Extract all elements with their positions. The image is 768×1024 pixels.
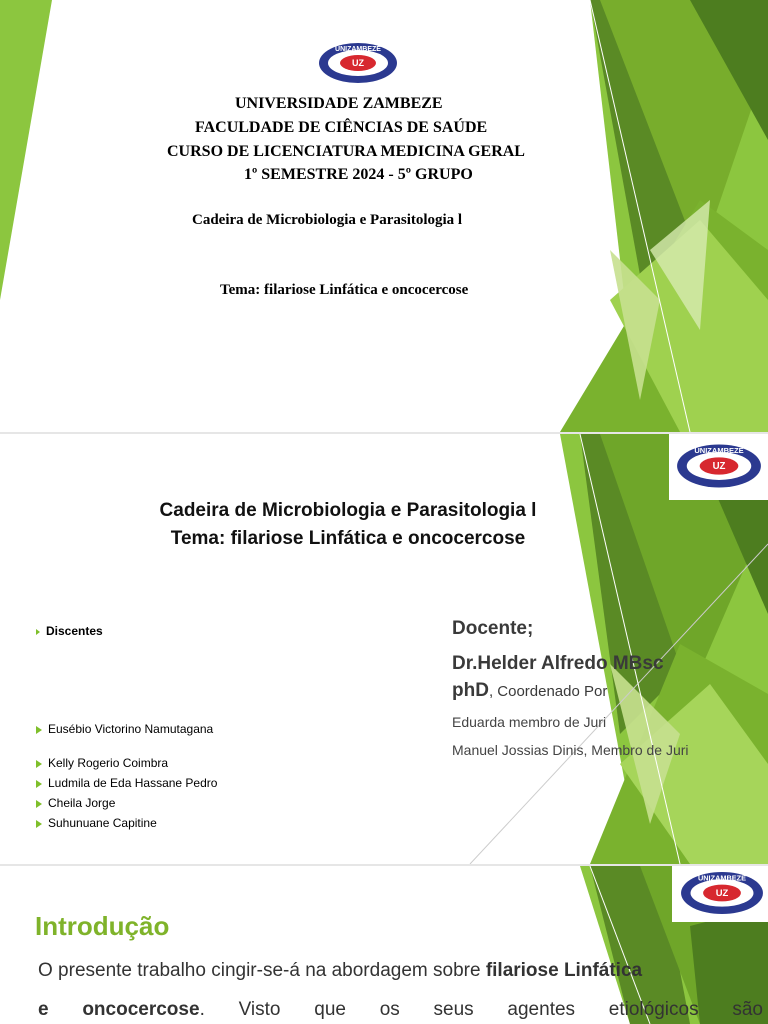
course-name: CURSO DE LICENCIATURA MEDICINA GERAL [167, 143, 525, 160]
bullet-icon [36, 760, 42, 768]
student-item: Cheila Jorge [36, 796, 115, 810]
faculty-name: FACULDADE DE CIÊNCIAS DE SAÚDE [195, 119, 488, 136]
bullet-icon [36, 629, 40, 635]
svg-text:UZ: UZ [712, 461, 726, 473]
jury-member-1: Eduarda membro de Juri [452, 714, 607, 730]
jury-member-2: Manuel Jossias Dinis, Membro de Juri [452, 742, 689, 758]
bullet-icon [36, 820, 42, 828]
bullet-icon [36, 800, 42, 808]
bullet-icon [36, 780, 42, 788]
university-logo [676, 440, 762, 497]
intro-bold-term: filariose Linfática [485, 960, 643, 981]
slide-3 [0, 866, 768, 1024]
bullet-icon [36, 726, 42, 734]
student-item: Kelly Rogerio Coimbra [36, 756, 168, 770]
students-heading: Discentes [36, 624, 103, 638]
intro-bold-term: oncocercose [82, 999, 200, 1020]
intro-word: seus [433, 999, 474, 1020]
intro-word: Visto [238, 999, 281, 1020]
intro-word: que [314, 999, 346, 1020]
slide-title-theme: Tema: filariose Linfática e oncocercose [170, 528, 526, 549]
university-logo [318, 42, 398, 89]
intro-word: os [379, 999, 400, 1020]
teacher-name: Dr.Helder Alfredo MBsc [452, 653, 664, 674]
svg-text:UNIZAMBEZE: UNIZAMBEZE [697, 873, 747, 883]
student-item: Ludmila de Eda Hassane Pedro [36, 776, 217, 790]
svg-text:UNIZAMBEZE: UNIZAMBEZE [335, 46, 381, 53]
teacher-role: , Coordenado Por [488, 683, 608, 700]
teacher-degree-role [452, 680, 607, 702]
intro-word: são [732, 999, 763, 1020]
slide-title-subject: Cadeira de Microbiologia e Parasitologia l [159, 500, 537, 521]
intro-line-1 [38, 960, 642, 982]
teacher-heading: Docente; [452, 618, 534, 639]
intro-word [82, 999, 205, 1021]
svg-text:UNIZAMBEZE: UNIZAMBEZE [694, 446, 744, 456]
intro-line-2 [38, 999, 763, 1021]
slide-1 [0, 0, 768, 432]
theme-title: Tema: filariose Linfática e oncocercose [220, 282, 469, 298]
intro-word: etiológicos [608, 999, 699, 1020]
intro-word: e [38, 999, 49, 1020]
slide-2 [0, 434, 768, 864]
student-item: Eusébio Victorino Namutagana [36, 722, 213, 736]
teacher-degree: phD [452, 680, 489, 701]
svg-text:UZ: UZ [352, 58, 364, 68]
section-heading: Introdução [35, 911, 170, 941]
intro-word: agentes [507, 999, 576, 1020]
intro-punct: . [199, 999, 205, 1020]
subject-title: Cadeira de Microbiologia e Parasitologia l [192, 212, 463, 228]
intro-text: O presente trabalho cingir-se-á na abordagem sobre [38, 960, 486, 981]
semester-group: 1º SEMESTRE 2024 - 5º GRUPO [244, 166, 473, 183]
university-logo [680, 868, 764, 923]
university-name: UNIVERSIDADE ZAMBEZE [235, 95, 443, 112]
student-item: Suhunuane Capitine [36, 816, 157, 830]
svg-text:UZ: UZ [715, 888, 729, 900]
